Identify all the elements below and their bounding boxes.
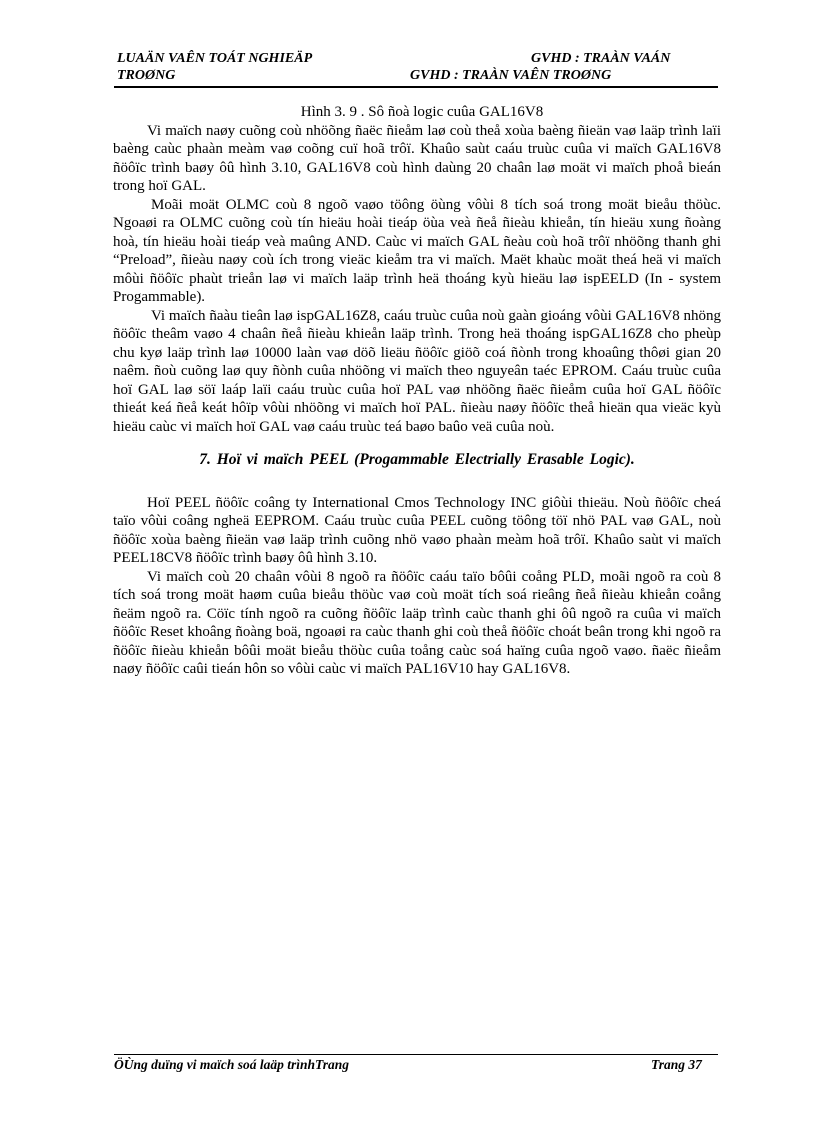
header-divider [114, 86, 718, 88]
paragraph: Hoï PEEL ñöôïc coâng ty International Cmos Technology INC giôùi thieäu. Noù ñöôïc cheá taïo vôùi coâng ngheä EEPROM. Caáu truùc cuûa PEEL cuõng töông töï nhö PAL vaø GAL, noù ñöôïc xoùa baèng ñieän vaø laäp trình cuõng nhö vaøo phaàn meàm hoã trôï. Khaûo saùt vi maïch PEEL18CV8 ñöôïc trình baøy ôû hình 3.10. [113, 494, 721, 566]
footer-left: ÖÙng duïng vi maïch soá laäp trìnhTrang [114, 1057, 350, 1072]
footer-page-number: Trang 37 [651, 1057, 702, 1072]
page-body [113, 103, 721, 679]
footer-divider [114, 1054, 718, 1055]
header-right-line2: GVHD : TRAÀN VAÊN TROØNG [410, 68, 612, 83]
header-left-line2: TROØNG [117, 68, 176, 83]
paragraph: Vi maïch coù 20 chaân vôùi 8 ngoõ ra ñöôïc caáu taïo bôûi coång PLD, moãi ngoõ ra coù 8 tích soá trong moät haøm cuûa bieåu thöùc vaø coù moät tích soá rieâng ñeå ñieàu khieån coång ñeäm ngoõ ra. Cöïc tính ngoõ ra cuõng ñöôïc laäp trình caùc thanh ghi ôû ngoõ ra cuûa vi maïch ñöôïc Reset khoâng ñoàng boä, ngoaøi ra caùc thanh ghi coù theå ñöôïc choát beân trong khi ngoõ ra ñöôïc ñieàu khieån bôûi moät bieåu thöùc cuûa toång caùc soá haïng cuûa ngoõ vaøo. ñaëc ñieåm naøy ñöôïc caûi tieán hôn so vôùi caùc vi maïch PAL16V10 hay GAL16V8. [113, 568, 721, 677]
figure-caption: Hình 3. 9 . Sô ñoà logic cuûa GAL16V8 [300, 104, 544, 120]
paragraph: Vi maïch naøy cuõng coù nhöõng ñaëc ñieåm laø coù theå xoùa baèng ñieän vaø laäp trình laïi baèng caùc phaàn meàm vaø coõng cuï hoã trôï. Khaûo saùt caáu truùc cuûa vi maïch GAL16V8 ñöôïc trình baøy ôû hình 3.10, GAL16V8 coù hình daùng 20 chaân laø moät vi maïch phoå bieán trong hoï GAL. [113, 122, 721, 194]
header-right-line1: GVHD : TRAÀN VAÁN [531, 51, 671, 66]
paragraph: Moãi moät OLMC coù 8 ngoõ vaøo töông öùng vôùi 8 tích soá trong moät bieåu thöùc. Ngoaøi ra OLMC cuõng coù tín hieäu hoài tieáp öùa veà ñeå ñieàu khieån, tín hieäu xung ñoàng hoà, tín hieäu hoài tieáp veà maûng AND. Caùc vi maïch GAL ñeàu coù hoã trôï nhöõng thanh ghi “Preload”, ñieàu naøy coù ích trong vieäc kieåm tra vi maïch. Maët khaùc moät theá heä vi maïch môùi ñöôïc phaùt trieån laø vi maïch laäp trình heä thoáng kyù hieäu laø ispEELD (In - system Progammable). [113, 196, 721, 305]
section-title: 7. Hoï vi maïch PEEL (Progammable Electrially Erasable Logic). [199, 451, 635, 468]
paragraph: Vi maïch ñaàu tieân laø ispGAL16Z8, caáu truùc cuûa noù gaàn gioáng vôùi GAL16V8 nhöng ñöôïc theâm vaøo 4 chaân ñeå ñieàu khieån laäp trình. Trong heä thoáng ispGAL16Z8 cho pheùp chu kyø laäp trình laø 10000 laàn vaø döõ lieäu ñöôïc giöõ coá ñònh trong khoaûng thôøi gian 20 naêm. ñoù cuõng laø quy ñònh cuûa nhöõng vi maïch theo nguyeân taéc EPROM. Caáu truùc cuûa hoï GAL laø söï laáp laïi caáu truùc cuûa hoï PAL vaø nhöõng ñaëc ñieåm cuûa hoï GAL ñöôïc thieát keá ñeå keát hôïp vôùi nhöõng vi maïch hoï PAL. ñieàu naøy ñöôïc theå hieän qua vieäc kyù hieäu caùc vi maïch hoï GAL vaø caáu truùc teá baøo baûo veä cuûa noù. [113, 307, 721, 435]
header-left-line1: LUAÄN VAÊN TOÁT NGHIEÄP [117, 51, 313, 66]
